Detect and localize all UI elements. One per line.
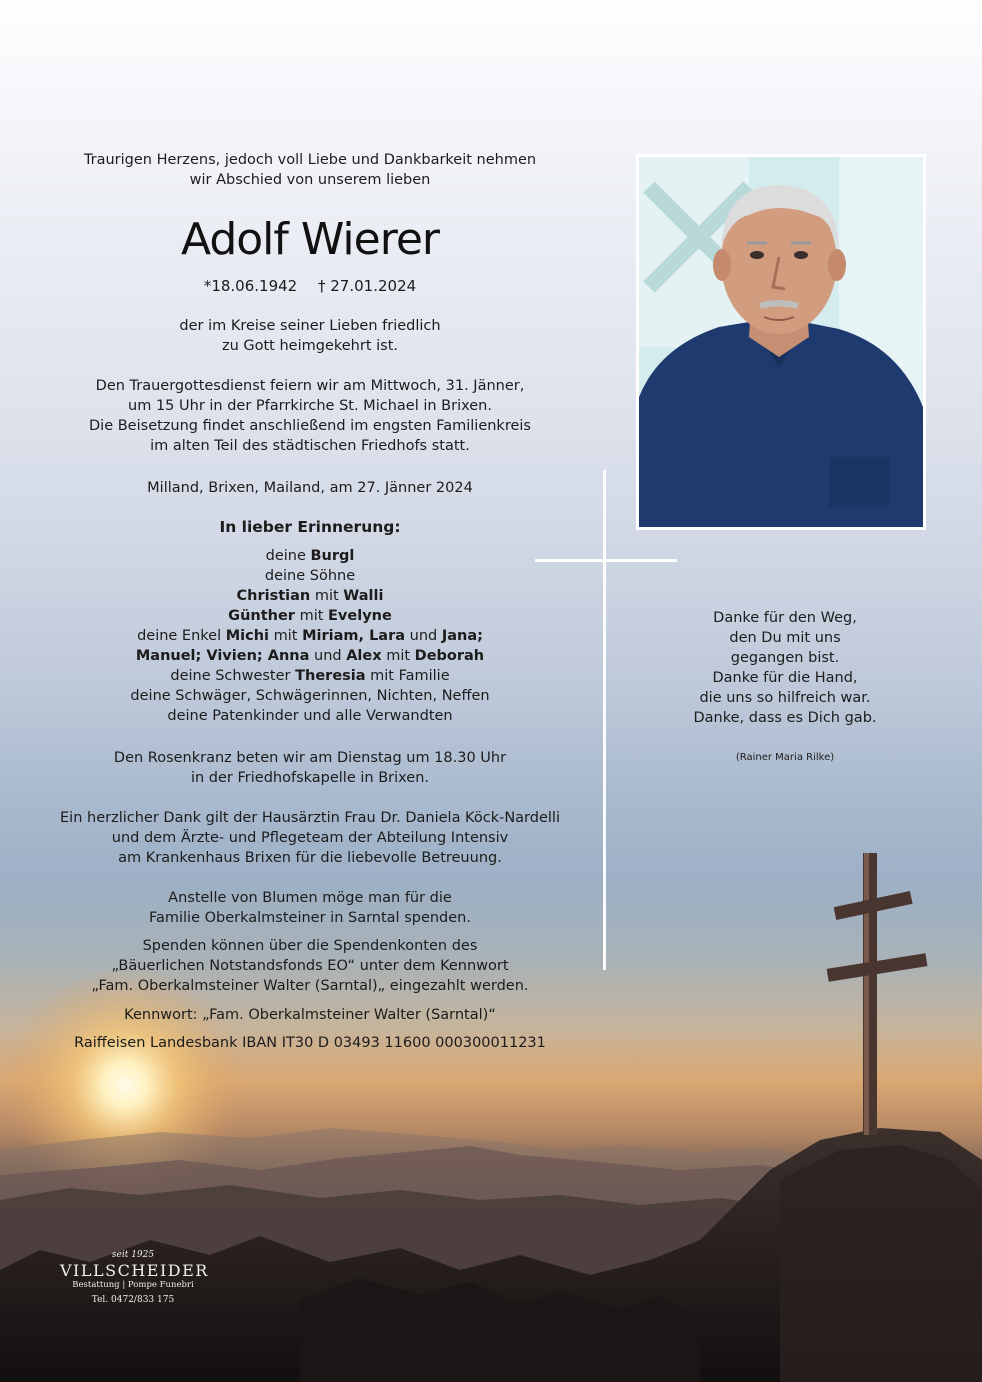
birth-date: *18.06.1942	[203, 277, 298, 295]
service-line: Die Beisetzung findet anschließend im engsten Familienkreis	[89, 418, 531, 434]
rosary-line: in der Friedhofskapelle in Brixen.	[190, 770, 429, 786]
keyword-text: Kennwort: „Fam. Oberkalmsteiner Walter (Sarntal)“	[124, 1007, 496, 1023]
mourner-line	[40, 586, 580, 606]
mourner-text: deine Schwester	[170, 668, 296, 684]
funeral-service-text	[40, 376, 580, 456]
poem-line: Danke für den Weg,	[713, 610, 857, 626]
poem-line: gegangen bist.	[730, 650, 840, 666]
mourner-text: deine Schwäger, Schwägerinnen, Nichten, Neffen	[130, 688, 490, 704]
logo-since: seit 1925	[111, 1250, 155, 1260]
mourner-line	[40, 686, 580, 706]
poem-line: die uns so hilfreich war.	[699, 690, 871, 706]
mourner-name: Günther	[228, 608, 295, 624]
poem-line: Danke, dass es Dich gab.	[693, 710, 877, 726]
passing-line: zu Gott heimgekehrt ist.	[221, 338, 398, 354]
mourners-list	[40, 546, 580, 726]
mourner-text: deine	[265, 548, 311, 564]
mourner-line	[40, 646, 580, 666]
flowers-line: Anstelle von Blumen möge man für die	[168, 890, 452, 906]
mourner-name: Miriam, Lara	[302, 628, 406, 644]
place-date: Milland, Brixen, Mailand, am 27. Jänner 2024	[147, 480, 473, 496]
funeral-home-logo	[60, 1250, 209, 1307]
mourner-name: Alex	[346, 648, 382, 664]
mourner-text: deine Enkel	[137, 628, 226, 644]
logo-subtitle: Bestattung | Pompe Funebri	[72, 1280, 194, 1290]
poem-line: den Du mit uns	[729, 630, 841, 646]
mourner-text: mit Familie	[365, 668, 450, 684]
rosary-text	[40, 748, 580, 788]
mourner-text: und	[405, 628, 442, 644]
mourners-heading: In lieber Erinnerung:	[219, 518, 401, 536]
death-date: † 27.01.2024	[318, 277, 417, 295]
intro-line: Traurigen Herzens, jedoch voll Liebe und Dankbarkeit nehmen	[83, 152, 537, 168]
mourner-text: mit	[381, 648, 415, 664]
passing-line: der im Kreise seiner Lieben friedlich	[179, 318, 441, 334]
thanks-text	[30, 808, 590, 868]
intro-line: wir Abschied von unserem lieben	[189, 172, 431, 188]
mourner-text: und	[309, 648, 347, 664]
mourner-name: Christian	[236, 588, 311, 604]
service-line: im alten Teil des städtischen Friedhofs statt.	[150, 438, 470, 454]
mourner-line	[40, 606, 580, 626]
rosary-line: Den Rosenkranz beten wir am Dienstag um 18.30 Uhr	[113, 750, 507, 766]
mourner-name: Theresia	[295, 668, 366, 684]
donations-line: „Fam. Oberkalmsteiner Walter (Sarntal)„ eingezahlt werden.	[91, 978, 529, 994]
mourner-line	[40, 666, 580, 686]
poem	[690, 608, 880, 728]
service-line: um 15 Uhr in der Pfarrkirche St. Michael in Brixen.	[128, 398, 492, 414]
mourner-line	[40, 626, 580, 646]
mourner-text: mit	[310, 588, 344, 604]
mourner-line	[40, 706, 580, 726]
poem-line: Danke für die Hand,	[712, 670, 858, 686]
donations-line: „Bäuerlichen Notstandsfonds EO“ unter dem Kennwort	[111, 958, 509, 974]
bank-iban: Raiffeisen Landesbank IBAN IT30 D 03493 11600 000300011231	[74, 1035, 546, 1051]
mourner-name: Burgl	[310, 548, 355, 564]
intro-text	[60, 150, 560, 190]
mourner-text: mit	[294, 608, 329, 624]
mourner-name: Jana;	[441, 628, 483, 644]
deceased-name: Adolf Wierer	[181, 214, 439, 265]
mourner-name: Evelyne	[328, 608, 392, 624]
mourner-text: deine Söhne	[264, 568, 356, 584]
passing-text	[60, 316, 560, 356]
mourner-name: Manuel; Vivien; Anna	[135, 648, 310, 664]
thanks-line: und dem Ärzte- und Pflegeteam der Abteilung Intensiv	[111, 830, 509, 846]
mourner-name: Walli	[343, 588, 384, 604]
flowers-text	[40, 888, 580, 928]
flowers-line: Familie Oberkalmsteiner in Sarntal spenden.	[148, 910, 471, 926]
service-line: Den Trauergottesdienst feiern wir am Mittwoch, 31. Jänner,	[95, 378, 525, 394]
donations-text	[40, 936, 580, 996]
mourner-text: mit	[269, 628, 303, 644]
mourner-text: deine Patenkinder und alle Verwandten	[167, 708, 453, 724]
mourner-line	[40, 566, 580, 586]
mourner-line	[40, 546, 580, 566]
mourner-name: Michi	[225, 628, 270, 644]
logo-phone: Tel. 0472/833 175	[91, 1295, 175, 1305]
thanks-line: am Krankenhaus Brixen für die liebevolle Betreuung.	[118, 850, 502, 866]
mourner-name: Deborah	[414, 648, 485, 664]
portrait-photo	[636, 154, 926, 530]
donations-line: Spenden können über die Spendenkonten des	[142, 938, 478, 954]
logo-brand: VILLSCHEIDER	[60, 1261, 209, 1280]
thanks-line: Ein herzlicher Dank gilt der Hausärztin Frau Dr. Daniela Köck-Nardelli	[60, 810, 560, 826]
poem-author: (Rainer Maria Rilke)	[735, 752, 835, 763]
life-dates	[60, 276, 560, 296]
